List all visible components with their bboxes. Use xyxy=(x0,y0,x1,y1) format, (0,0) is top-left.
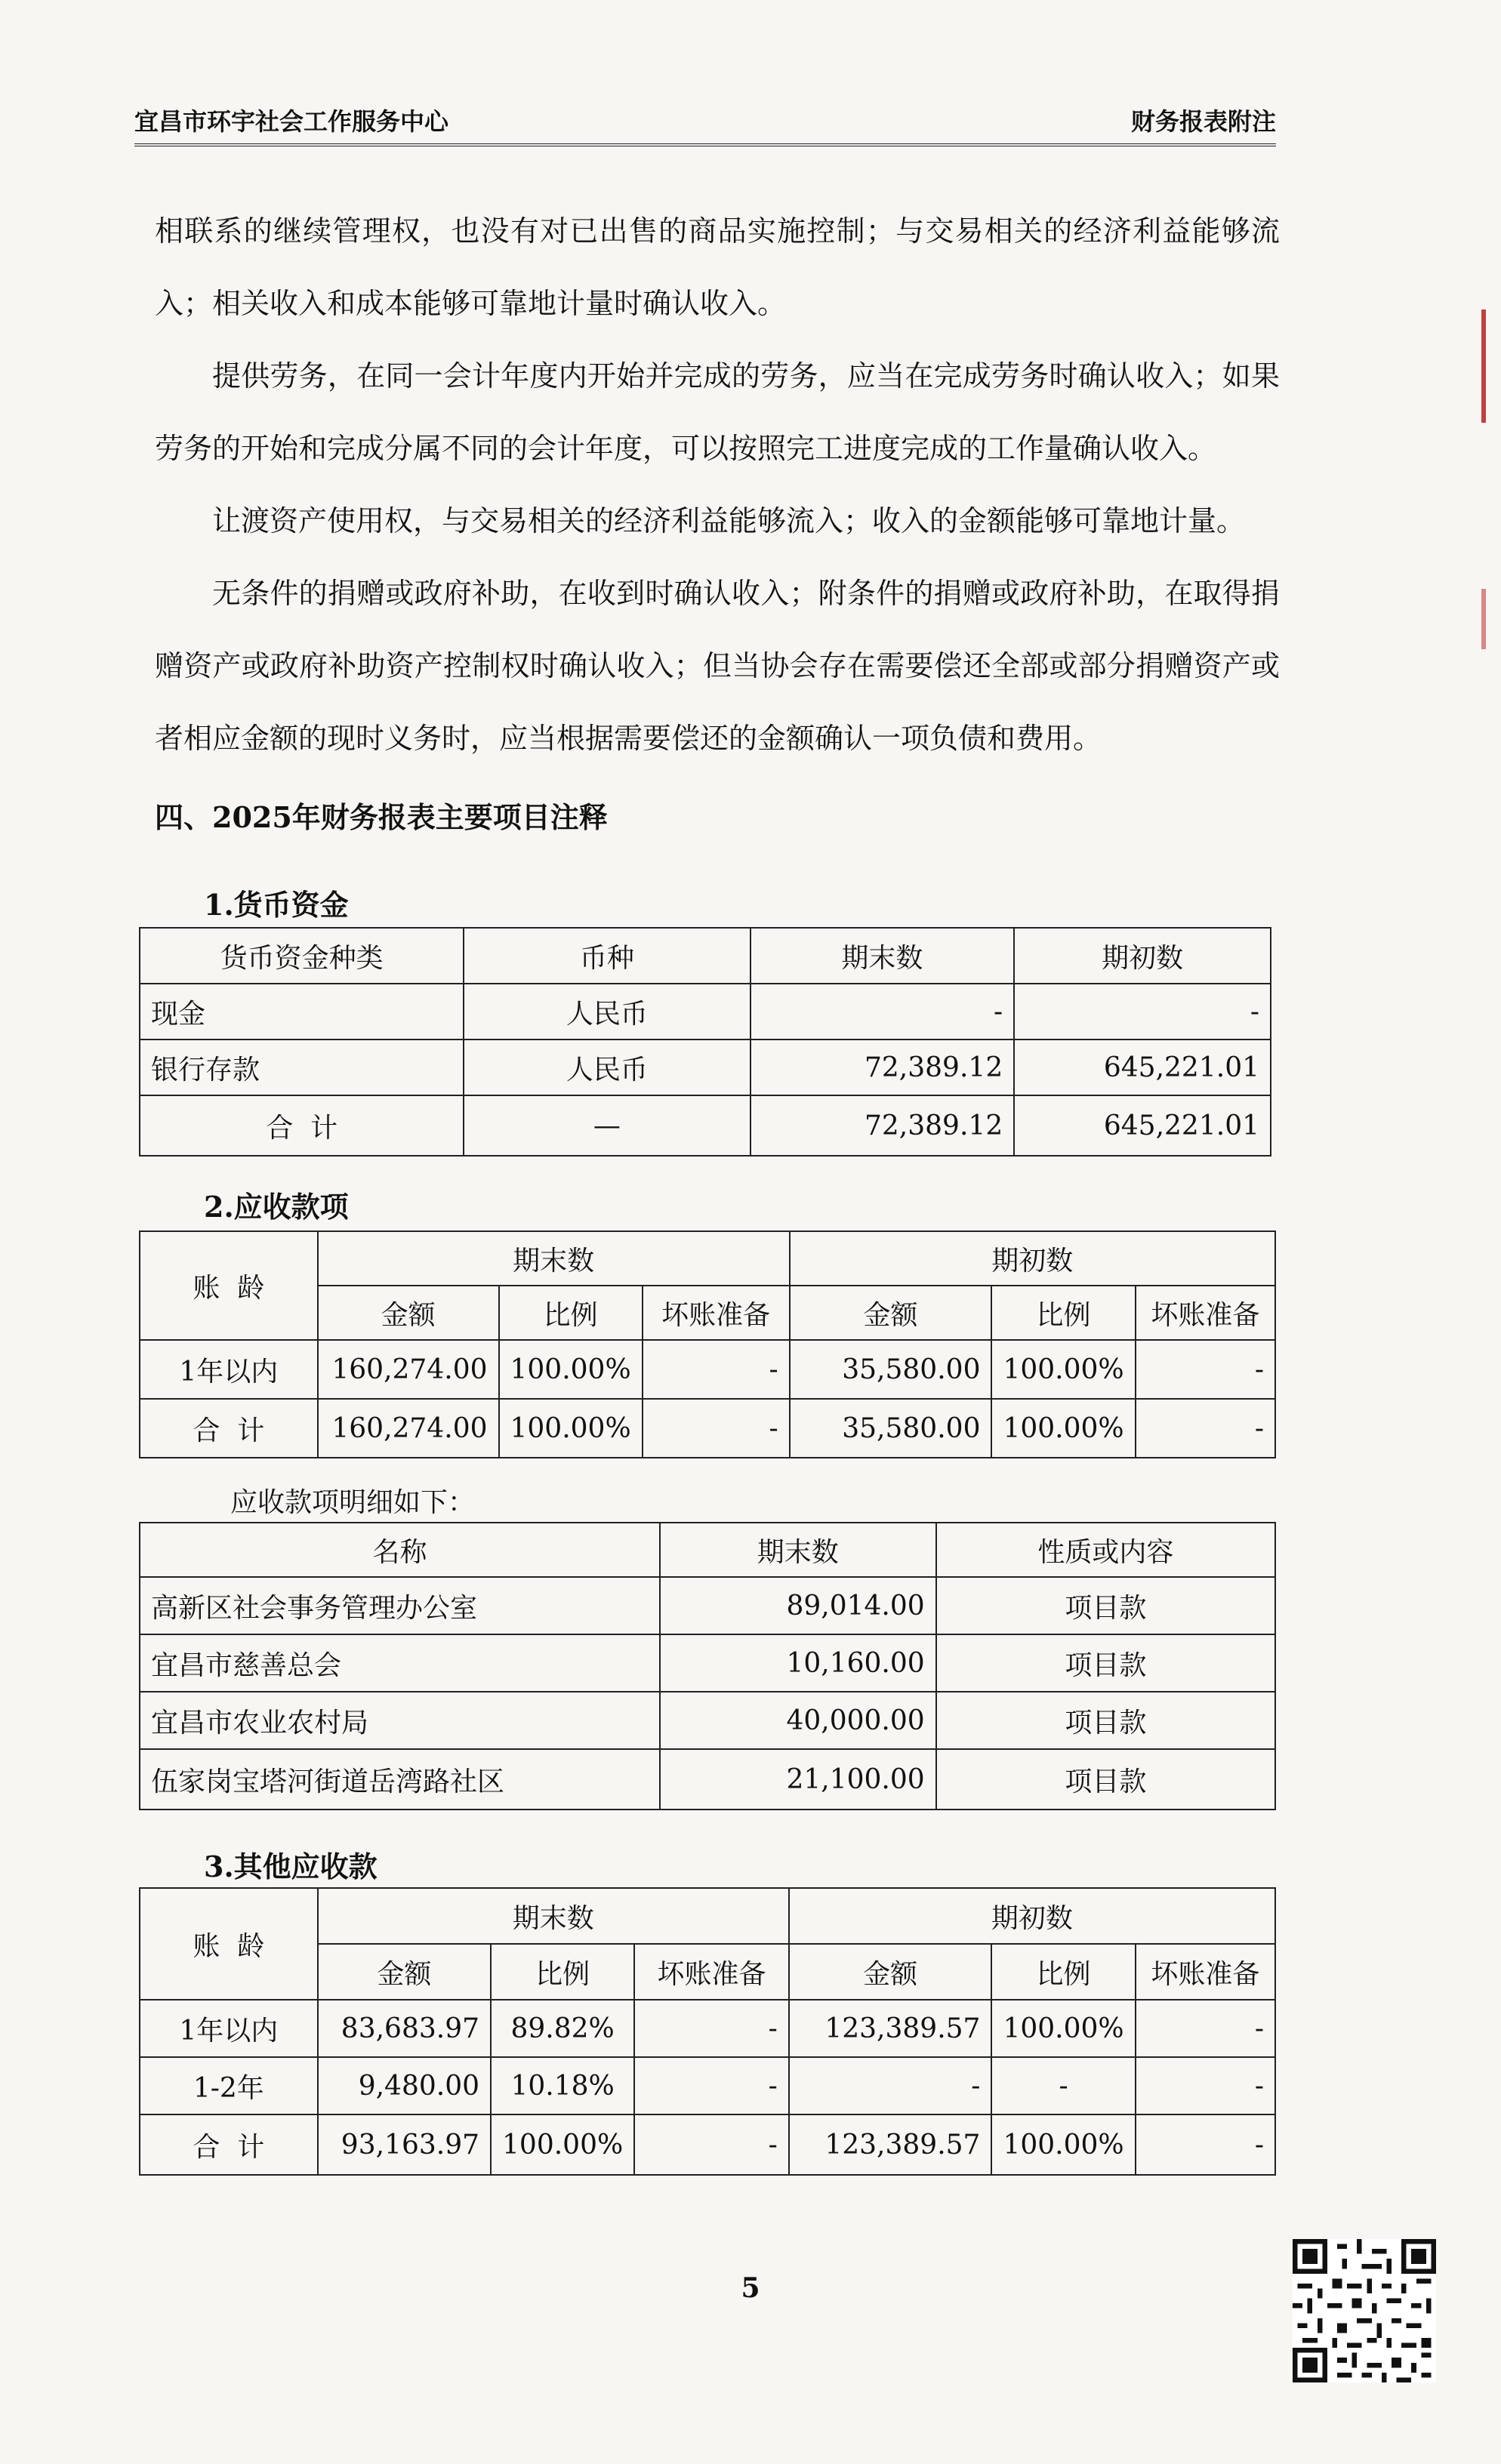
col-header: 货币资金种类 xyxy=(140,928,464,984)
table-cell: 人民币 xyxy=(464,984,750,1040)
page-number: 5 xyxy=(741,2272,760,2304)
age-header: 账 龄 xyxy=(140,1231,318,1340)
table-cell: 89.82% xyxy=(491,2000,634,2057)
table-cell: 100.00% xyxy=(991,2114,1135,2175)
table-row xyxy=(140,1340,1275,1399)
table-cell: 人民币 xyxy=(464,1040,750,1095)
col-header: 坏账准备 xyxy=(1136,1944,1275,2000)
table-cell: 21,100.00 xyxy=(660,1749,936,1810)
paragraph-1: 相联系的继续管理权，也没有对已出售的商品实施控制；与交易相关的经济利益能够流入；相关收入和成本能够可靠地计量时确认收入。 xyxy=(155,214,1280,320)
table-cell: 35,580.00 xyxy=(790,1399,992,1458)
edge-mark xyxy=(1481,310,1486,423)
table-cell: 93,163.97 xyxy=(318,2114,491,2175)
table-cell: - xyxy=(1014,984,1271,1040)
table-total-row xyxy=(140,1399,1275,1458)
table-cell: 现金 xyxy=(140,984,464,1040)
col-header: 金额 xyxy=(318,1286,499,1340)
period-begin-header: 期初数 xyxy=(790,1231,1275,1286)
paragraph-3: 让渡资产使用权，与交易相关的经济利益能够流入；收入的金额能够可靠地计量。 xyxy=(212,504,1246,537)
table-cell: - xyxy=(634,2000,789,2057)
table-header-row xyxy=(140,1523,1275,1577)
table-row xyxy=(140,984,1271,1040)
paragraph-2: 提供劳务，在同一会计年度内开始并完成的劳务，应当在完成劳务时确认收入；如果劳务的开始和完成分属不同的会计年度，可以按照完工进度完成的工作量确认收入。 xyxy=(155,359,1280,465)
receivables-detail-table xyxy=(139,1522,1276,1810)
table-row xyxy=(140,1692,1275,1749)
table-cell: - xyxy=(643,1340,790,1399)
receivables-table xyxy=(139,1230,1276,1458)
table-total-row xyxy=(140,2114,1275,2175)
table-row xyxy=(140,2000,1275,2057)
table-cell: 645,221.01 xyxy=(1014,1095,1271,1156)
table-cell: 123,389.57 xyxy=(789,2114,992,2175)
col-header: 金额 xyxy=(318,1944,491,2000)
col-header: 币种 xyxy=(464,928,750,984)
period-end-header: 期末数 xyxy=(318,1231,790,1286)
header-doc-title: 财务报表附注 xyxy=(1130,107,1276,136)
col-header: 比例 xyxy=(499,1286,643,1340)
col-header: 金额 xyxy=(790,1286,992,1340)
table-cell: 项目款 xyxy=(936,1577,1275,1634)
table-cell: 72,389.12 xyxy=(750,1095,1015,1156)
other-receivables-table xyxy=(139,1887,1276,2176)
table-cell: 100.00% xyxy=(991,1340,1135,1399)
table-row xyxy=(140,1040,1271,1095)
table-cell: - xyxy=(643,1399,790,1458)
table-cell: - xyxy=(634,2057,789,2114)
table-header-row xyxy=(140,1888,1275,1944)
col-header: 坏账准备 xyxy=(634,1944,789,2000)
table-cell: 160,274.00 xyxy=(318,1340,499,1399)
other-receivables-title: 3.其他应收款 xyxy=(204,1850,378,1883)
table-cell: 100.00% xyxy=(991,2000,1135,2057)
table-cell: - xyxy=(750,984,1015,1040)
table-cell: 合 计 xyxy=(140,1095,464,1156)
col-header: 比例 xyxy=(991,1286,1135,1340)
header-org: 宜昌市环宇社会工作服务中心 xyxy=(134,107,449,136)
col-header: 金额 xyxy=(789,1944,992,2000)
table-cell: 83,683.97 xyxy=(318,2000,491,2057)
table-header-row xyxy=(140,1231,1275,1286)
age-header: 账 龄 xyxy=(140,1888,318,2000)
receivables-detail-note: 应收款项明细如下： xyxy=(230,1487,476,1518)
col-header: 期末数 xyxy=(750,928,1015,984)
table-cell: 项目款 xyxy=(936,1692,1275,1749)
table-cell: 项目款 xyxy=(936,1749,1275,1810)
section-title: 四、2025年财务报表主要项目注释 xyxy=(155,800,608,834)
table-cell: 9,480.00 xyxy=(318,2057,491,2114)
table-cell: 宜昌市农业农村局 xyxy=(140,1692,660,1749)
table-cell: - xyxy=(1136,2114,1275,2175)
table-row xyxy=(140,1577,1275,1634)
edge-mark xyxy=(1481,589,1486,649)
qr-code-icon xyxy=(1293,2239,1436,2382)
table-cell: 1-2年 xyxy=(140,2057,318,2114)
col-header: 性质或内容 xyxy=(936,1523,1275,1577)
table-cell: - xyxy=(991,2057,1135,2114)
col-header: 坏账准备 xyxy=(643,1286,790,1340)
table-cell: 645,221.01 xyxy=(1014,1040,1271,1095)
table-cell: 35,580.00 xyxy=(790,1340,992,1399)
table-cell: 100.00% xyxy=(499,1399,643,1458)
table-cell: 合 计 xyxy=(140,1399,318,1458)
page-header xyxy=(134,97,1276,146)
period-end-header: 期末数 xyxy=(318,1888,789,1944)
table-cell: 伍家岗宝塔河街道岳湾路社区 xyxy=(140,1749,660,1810)
table-cell: - xyxy=(789,2057,992,2114)
table-cell: 高新区社会事务管理办公室 xyxy=(140,1577,660,1634)
table-cell: 合 计 xyxy=(140,2114,318,2175)
table-row xyxy=(140,2057,1275,2114)
cash-table xyxy=(139,927,1271,1157)
table-row xyxy=(140,1634,1275,1692)
receivables-title: 2.应收款项 xyxy=(204,1190,349,1224)
table-total-row xyxy=(140,1095,1271,1156)
table-cell: 10,160.00 xyxy=(660,1634,936,1692)
col-header: 期初数 xyxy=(1014,928,1271,984)
table-cell: - xyxy=(1136,2000,1275,2057)
col-header: 期末数 xyxy=(660,1523,936,1577)
col-header: 比例 xyxy=(991,1944,1135,2000)
table-cell: 160,274.00 xyxy=(318,1399,499,1458)
table-cell: — xyxy=(464,1095,750,1156)
col-header: 名称 xyxy=(140,1523,660,1577)
table-cell: - xyxy=(1136,2057,1275,2114)
table-cell: 宜昌市慈善总会 xyxy=(140,1634,660,1692)
col-header: 坏账准备 xyxy=(1136,1286,1275,1340)
table-cell: 银行存款 xyxy=(140,1040,464,1095)
table-row xyxy=(140,1749,1275,1810)
table-header-row xyxy=(140,928,1271,984)
table-cell: - xyxy=(1136,1399,1275,1458)
table-cell: 项目款 xyxy=(936,1634,1275,1692)
table-cell: 100.00% xyxy=(991,1399,1135,1458)
table-cell: 100.00% xyxy=(491,2114,634,2175)
cash-title: 1.货币资金 xyxy=(204,888,349,922)
table-cell: 1年以内 xyxy=(140,1340,318,1399)
table-cell: 100.00% xyxy=(499,1340,643,1399)
table-cell: 1年以内 xyxy=(140,2000,318,2057)
period-begin-header: 期初数 xyxy=(789,1888,1275,1944)
table-cell: - xyxy=(634,2114,789,2175)
table-cell: 10.18% xyxy=(491,2057,634,2114)
table-cell: 72,389.12 xyxy=(750,1040,1015,1095)
table-cell: - xyxy=(1136,1340,1275,1399)
col-header: 比例 xyxy=(491,1944,634,2000)
table-cell: 89,014.00 xyxy=(660,1577,936,1634)
paragraph-4: 无条件的捐赠或政府补助，在收到时确认收入；附条件的捐赠或政府补助，在取得捐赠资产或政府补助资产控制权时确认收入；但当协会存在需要偿还全部或部分捐赠资产或者相应金额的现时义务时，应当根据需要偿还的金额确认一项负债和费用。 xyxy=(155,577,1280,755)
table-cell: 40,000.00 xyxy=(660,1692,936,1749)
table-cell: 123,389.57 xyxy=(789,2000,992,2057)
